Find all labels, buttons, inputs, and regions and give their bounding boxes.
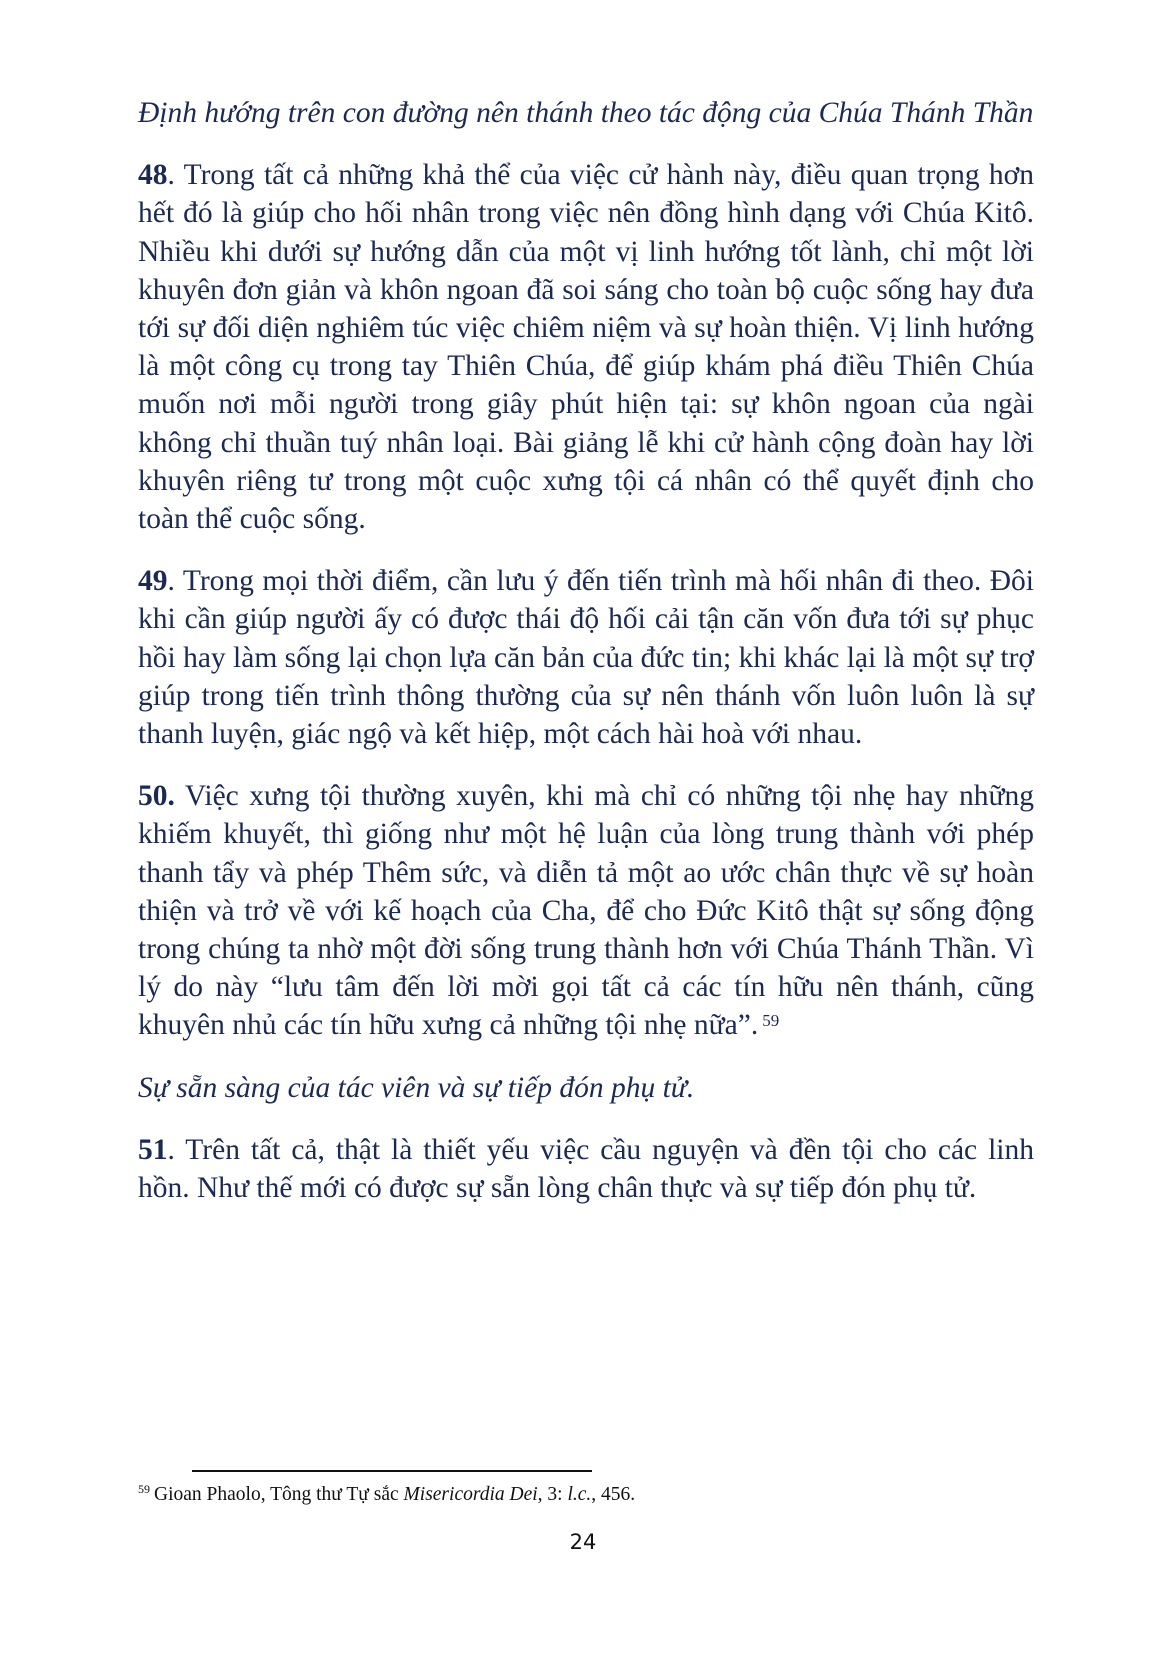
paragraph-text: . Trên tất cả, thật là thiết yếu việc cầu nguyện và đền tội cho các linh hồn. Như thế mới có được sự sẵn lòng chân thực và sự tiếp đón phụ tử.	[138, 1133, 1034, 1205]
footnote-59	[138, 1484, 1038, 1506]
paragraph-50	[138, 777, 1034, 1044]
paragraph-number: 49	[138, 565, 168, 598]
section-heading-availability: Sự sẵn sàng của tác viên và sự tiếp đón phụ tử.	[138, 1071, 695, 1104]
footnote-marker: 59	[138, 1482, 150, 1496]
footnote-divider	[192, 1470, 592, 1472]
footnote-loc-cit: l.c.	[567, 1484, 592, 1505]
footnote-text: , 3:	[537, 1484, 568, 1505]
paragraph-49	[138, 562, 1034, 753]
paragraph-text: . Trong mọi thời điểm, cần lưu ý đến tiến trình mà hối nhân đi theo. Đôi khi cần giúp người ấy có được thái độ hối cải tận căn vốn đưa tới sự phục hồi hay làm sống lại chọn lựa căn bản của đức tin; khi khác lại là một sự trợ giúp trong tiến trình thông thường của sự nên thánh vốn luôn luôn là sự thanh luyện, giác ngộ và kết hiệp, một cách hài hoà với nhau.	[138, 565, 1034, 751]
paragraph-51	[138, 1131, 1034, 1207]
paragraph-text: Việc xưng tội thường xuyên, khi mà chỉ có những tội nhẹ hay những khiếm khuyết, thì giống như một hệ luận của lòng trung thành với phép thanh tẩy và phép Thêm sức, và diễn tả một ao ước chân thực về sự hoàn thiện và trở về với kế hoạch của Cha, để cho Đức Kitô thật sự sống động trong chúng ta nhờ một đời sống trung thành hơn với Chúa Thánh Thần. Vì lý do này “lưu tâm đến lời mời gọi tất cả các tín hữu nên thánh, cũng khuyên nhủ các tín hữu xưng cả những tội nhẹ nữa”.	[138, 780, 1034, 1042]
footnote-text: Gioan Phaolo, Tông thư Tự sắc	[154, 1484, 404, 1505]
paragraph-number: 50.	[138, 780, 175, 813]
paragraph-number: 51	[138, 1133, 168, 1166]
page-body	[138, 94, 1034, 1231]
footnote-title: Misericordia Dei	[403, 1484, 538, 1505]
footnote-reference[interactable]: 59	[762, 1011, 780, 1031]
footnote-text: , 456.	[591, 1484, 636, 1505]
paragraph-48	[138, 156, 1034, 538]
paragraph-number: 48	[138, 159, 168, 192]
page-number: 24	[569, 1530, 597, 1554]
section-heading-guidance: Định hướng trên con đường nên thánh theo tác động của Chúa Thánh Thần	[138, 97, 1034, 129]
paragraph-text: . Trong tất cả những khả thể của việc cử hành này, điều quan trọng hơn hết đó là giúp cho hối nhân trong việc nên đồng hình dạng với Chúa Kitô. Nhiều khi dưới sự hướng dẫn của một vị linh hướng tốt lành, chỉ một lời khuyên đơn giản và khôn ngoan đã soi sáng cho toàn bộ cuộc sống hay đưa tới sự đối diện nghiêm túc việc chiêm niệm và sự hoàn thiện. Vị linh hướng là một công cụ trong tay Thiên Chúa, để giúp khám phá điều Thiên Chúa muốn nơi mỗi người trong giây phút hiện tại: sự khôn ngoan của ngài không chỉ thuần tuý nhân loại. Bài giảng lễ khi cử hành cộng đoàn hay lời khuyên riêng tư trong một cuộc xưng tội cá nhân có thể quyết định cho toàn thể cuộc sống.	[138, 159, 1034, 536]
